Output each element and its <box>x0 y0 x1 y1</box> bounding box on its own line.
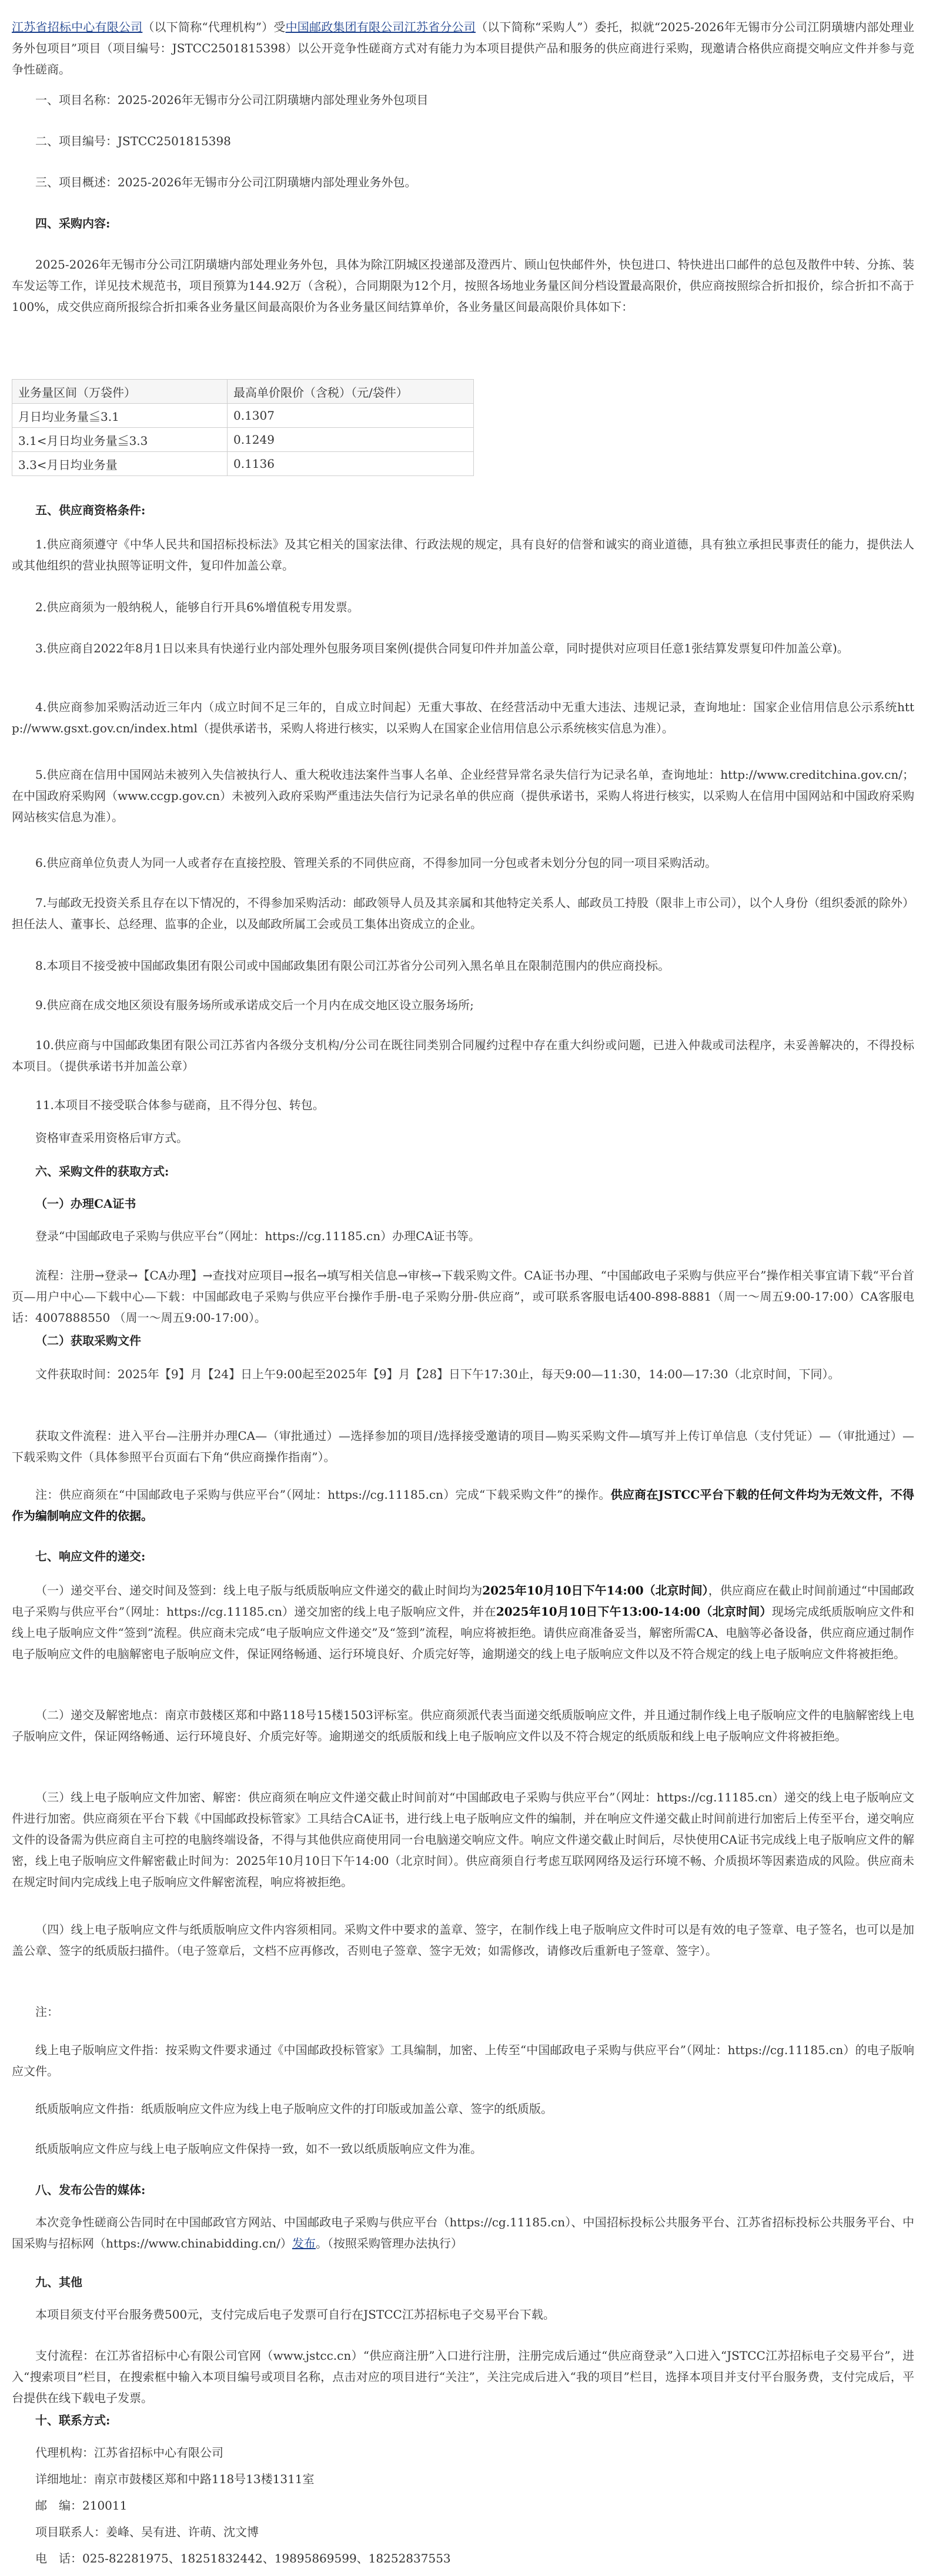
qualification-item: 7.与邮政无投资关系且存在以下情况的，不得参加采购活动：邮政领导人员及其亲属和其他特定关系人、邮政员工持股（限非上市公司），以个人身份（组织委派的除外）担任法人、董事长、总经理、监事的企业，以及邮政所属工会或员工集体出资成立的企业。 <box>12 896 914 931</box>
media-text: 本次竞争性磋商公告同时在中国邮政官方网站、中国邮政电子采购与供应平台（https://cg.11185.cn）、中国招标投标公共服务平台、江苏省招标投标公共服务平台、中国采购与招标网（https://www.chinabidding.cn/）发布。（按照采购管理办法执行） <box>12 2215 914 2250</box>
intro-paragraph <box>12 16 914 80</box>
publish-link[interactable]: 发布 <box>292 2236 316 2250</box>
payment-process-text: 支付流程：在江苏省招标中心有限公司官网（www.jstcc.cn）“供应商注册”入口进行注册，注册完成后通过“供应商登录”入口进入“JSTCC江苏招标电子交易平台”，进入“搜索项目”栏目，在搜索框中输入本项目编号或项目名称，点击对应的项目进行“关注”，关注完成后进入“我的项目”栏目，选择本项目并支付平台服务费，支付完成后，平台提供在线下载电子发票。 <box>12 2349 914 2405</box>
qualification-item: 1.供应商须遵守《中华人民共和国招标投标法》及其它相关的国家法律、行政法规的规定，具有良好的信誉和诚实的商业道德，具有独立承担民事责任的能力，提供法人或其他组织的营业执照等证明文件，复印件加盖公章。 <box>12 537 914 572</box>
project-overview: 三、项目概述：2025-2026年无锡市分公司江阴璜塘内部处理业务外包。 <box>35 175 417 189</box>
contact-agency: 代理机构：江苏省招标中心有限公司 <box>35 2446 223 2460</box>
buyer-link[interactable]: 中国邮政集团有限公司江苏省分公司 <box>285 20 476 34</box>
note-consistency: 纸质版响应文件应与线上电子版响应文件保持一致，如不一致以纸质版响应文件为准。 <box>35 2142 482 2156</box>
price-table-wrap <box>12 379 474 476</box>
intro-text-1: （以下简称“代理机构”）受 <box>142 20 286 34</box>
submission-platform: （一）递交平台、递交时间及签到：线上电子版与纸质版响应文件递交的截止时间均为2025年10月10日下午14:00（北京时间），供应商应在截止时间前通过“中国邮政电子采购与供应平台”（网址：https://cg.11185.cn）递交加密的线上电子版响应文件，并在2025年10月10日下午13:00-14:00（北京时间）现场完成纸质版响应文件和线上电子版响应文件“签到”流程。供应商未完成“电子版响应文件递交”及“签到”流程，响应将被拒绝。请供应商准备妥当，解密所需CA、电脑等必备设备，供应商应通过制作电子版响应文件的电脑解密电子版响应文件，保证网络畅通、运行环境良好、介质完好等，逾期递交的线上电子版响应文件以及不符合规定的线上电子版响应文件将被拒绝。 <box>12 1583 915 1661</box>
get-docs-subtitle: （二）获取采购文件 <box>35 1334 141 1348</box>
qualification-review: 资格审查采用资格后审方式。 <box>35 1131 188 1145</box>
ca-login-text: 登录“中国邮政电子采购与供应平台”（网址：https://cg.11185.cn）办理CA证书等。 <box>35 1229 480 1243</box>
table-header: 业务量区间（万袋件） <box>12 380 228 404</box>
section-9-title: 九、其他 <box>35 2275 82 2289</box>
service-fee-text: 本项目须支付平台服务费500元，支付完成后电子发票可自行在JSTCC江苏招标电子交易平台下载。 <box>35 2307 555 2322</box>
qualification-item: 9.供应商在成交地区须设有服务场所或承诺成交后一个月内在成交地区设立服务场所; <box>35 998 474 1012</box>
table-row <box>12 404 474 428</box>
get-docs-time: 文件获取时间：2025年【9】月【24】日上午9:00起至2025年【9】月【28】日下午17:30止，每天9:00—11:30，14:00—17:30（北京时间，下同）。 <box>35 1367 840 1381</box>
section-4-title: 四、采购内容: <box>35 216 111 230</box>
contact-persons: 项目联系人：姜峰、吴有进、许萌、沈文博 <box>35 2525 259 2539</box>
contact-address: 详细地址：南京市鼓楼区郑和中路118号13楼1311室 <box>35 2472 315 2486</box>
qualification-item: 10.供应商与中国邮政集团有限公司江苏省内各级分支机构/分公司在既往同类别合同履约过程中存在重大纠纷或问题，已进入仲裁或司法程序，未妥善解决的，不得投标本项目。（提供承诺书并加盖公章） <box>12 1038 914 1073</box>
qualification-item: 2.供应商须为一般纳税人，能够自行开具6%增值税专用发票。 <box>35 600 359 614</box>
section-7-title: 七、响应文件的递交: <box>35 1549 146 1563</box>
contact-phone: 电 话：025-82281975、18251832442、19895869599、18252837553 <box>35 2551 451 2565</box>
table-cell: 3.1<月日均业务量≦3.3 <box>12 428 228 452</box>
note-paper-file: 纸质版响应文件指：纸质版响应文件应为线上电子版响应文件的打印版或加盖公章、签字的纸质版。 <box>35 2102 553 2116</box>
section-5-title: 五、供应商资格条件: <box>35 503 146 517</box>
table-cell: 0.1307 <box>228 404 474 428</box>
table-cell: 0.1249 <box>228 428 474 452</box>
table-row <box>12 452 474 476</box>
table-cell: 月日均业务量≦3.1 <box>12 404 228 428</box>
note-online-file: 线上电子版响应文件指：按采购文件要求通过《中国邮政投标管家》工具编制，加密、上传至“中国邮政电子采购与供应平台”（网址：https://cg.11185.cn）的电子版响应文件。 <box>12 2043 914 2078</box>
qualification-item: 11.本项目不接受联合体参与磋商，且不得分包、转包。 <box>35 1098 325 1112</box>
table-cell: 3.3<月日均业务量 <box>12 452 228 476</box>
get-docs-note: 注：供应商须在“中国邮政电子采购与供应平台”（网址：https://cg.11185.cn）完成“下载采购文件”的操作。供应商在JSTCC平台下载的任何文件均为无效文件，不得作为编制响应文件的依据。 <box>12 1488 914 1523</box>
project-number: 二、项目编号：JSTCC2501815398 <box>35 134 231 148</box>
section-8-title: 八、发布公告的媒体: <box>35 2183 146 2197</box>
qualification-item: 5.供应商在信用中国网站未被列入失信被执行人、重大税收违法案件当事人名单、企业经营异常名录失信行为记录名单，查询地址：http://www.creditchina.gov.cn/；在中国政府采购网（www.ccgp.gov.cn）未被列入政府采购严重违法失信行为记录名单的供应商（提供承诺书，采购人将进行核实，以采购人在信用中国网站和中国政府采购网站核实信息为准）。 <box>12 768 914 824</box>
table-row <box>12 428 474 452</box>
contact-postcode: 邮 编：210011 <box>35 2498 128 2513</box>
ca-subtitle: （一）办理CA证书 <box>35 1197 136 1211</box>
content-consistency: （四）线上电子版响应文件与纸质版响应文件内容须相同。采购文件中要求的盖章、签字，在制作线上电子版响应文件时可以是有效的电子签章、电子签名，也可以是加盖公章、签字的纸质版扫描件。（电子签章后，文档不应再修改，否则电子签章、签字无效；如需修改，请修改后重新电子签章、签字）。 <box>12 1922 914 1958</box>
table-header: 最高单价限价（含税）（元/袋件） <box>228 380 474 404</box>
project-name: 一、项目名称：2025-2026年无锡市分公司江阴璜塘内部处理业务外包项目 <box>35 93 429 107</box>
note-label: 注： <box>35 2005 59 2019</box>
section-6-title: 六、采购文件的获取方式: <box>35 1164 169 1178</box>
qualification-item: 6.供应商单位负责人为同一人或者存在直接控股、管理关系的不同供应商，不得参加同一分包或者未划分分包的同一项目采购活动。 <box>35 856 717 870</box>
procurement-content: 2025-2026年无锡市分公司江阴璜塘内部处理业务外包，具体为除江阴城区投递部及澄西片、顾山包快邮件外，快包进口、特快进出口邮件的总包及散件中转、分拣、装车发运等工作，详见技术规范书，项目预算为144.92万（含税），合同期限为12个月，按照各场地业务量区间分档设置最高限价，供应商按照综合折扣报价，综合折扣不高于100%，成交供应商所报综合折扣乘各业务量区间最高限价为各业务量区间结算单价，各业务量区间最高限价具体如下： <box>12 257 914 314</box>
qualification-item: 8.本项目不接受被中国邮政集团有限公司或中国邮政集团有限公司江苏省分公司列入黑名单且在限制范围内的供应商投标。 <box>35 959 670 973</box>
qualification-item: 3.供应商自2022年8月1日以来具有快递行业内部处理外包服务项目案例(提供合同复印件并加盖公章，同时提供对应项目任意1张结算发票复印件加盖公章)。 <box>35 641 849 655</box>
agency-link[interactable]: 江苏省招标中心有限公司 <box>12 20 143 34</box>
section-10-title: 十、联系方式: <box>35 2413 111 2427</box>
price-table <box>12 379 474 476</box>
intro-text-2: （以下简称“采购人”）委托，拟就“2025-2026年无锡市分公司江阴璜塘内部处理业务外包项目”项目（项目编号：JSTCC2501815398）以公开竞争性磋商方式对有能力为本项目提供产品和服务的供应商进行采购，现邀请合格供应商提交响应文件并参与竞争性磋商。 <box>12 20 915 76</box>
table-header-row <box>12 380 474 404</box>
encryption-text: （三）线上电子版响应文件加密、解密：供应商须在响应文件递交截止时间前对“中国邮政电子采购与供应平台”（网址：https://cg.11185.cn）递交的线上电子版响应文件进行加密。供应商须在平台下载《中国邮政投标管家》工具结合CA证书，进行线上电子版响应文件的编制，并在响应文件递交截止时间前进行加密后上传至平台，递交响应文件的设备需为供应商自主可控的电脑终端设备，不得与其他供应商使用同一台电脑递交响应文件。响应文件递交截止时间后，尽快使用CA证书完成线上电子版响应文件的解密，线上电子版响应文件解密截止时间为：2025年10月10日下午14:00（北京时间）。供应商须自行考虑互联网网络及运行环境不畅、介质损坏等因素造成的风险。供应商未在规定时间内完成线上电子版响应文件解密流程，响应将被拒绝。 <box>12 1790 914 1889</box>
qualification-item: 4.供应商参加采购活动近三年内（成立时间不足三年的，自成立时间起）无重大事故、在经营活动中无重大违法、违规记录，查询地址：国家企业信用信息公示系统http://www.gsxt.gov.cn/index.html（提供承诺书，采购人将进行核实，以采购人在国家企业信用信息公示系统核实信息为准）。 <box>12 700 914 735</box>
table-cell: 0.1136 <box>228 452 474 476</box>
get-docs-process: 获取文件流程：进入平台—注册并办理CA—（审批通过）—选择参加的项目/选择接受邀请的项目—购买采购文件—填写并上传订单信息（支付凭证）—（审批通过）—下载采购文件（具体参照平台页面右下角“供应商操作指南”）。 <box>12 1429 914 1464</box>
submission-location: （二）递交及解密地点：南京市鼓楼区郑和中路118号15楼1503评标室。供应商须派代表当面递交纸质版响应文件，并且通过制作线上电子版响应文件的电脑解密线上电子版响应文件，保证网络畅通、运行环境良好、介质完好等。逾期递交的纸质版和线上电子版响应文件以及不符合规定的纸质版和线上电子版响应文件将被拒绝。 <box>12 1708 914 1743</box>
ca-process-text: 流程：注册→登录→【CA办理】→查找对应项目→报名→填写相关信息→审核→下载采购文件。CA证书办理、“中国邮政电子采购与供应平台”操作相关事宜请下载“平台首页—用户中心—下载中心—下载：中国邮政电子采购与供应平台操作手册-电子采购分册-供应商”，或可联系客服电话400-898-8881（周一～周五9:00-17:00）CA客服电话：4007888550 （周一～周五9:00-17:00）。 <box>12 1268 914 1325</box>
